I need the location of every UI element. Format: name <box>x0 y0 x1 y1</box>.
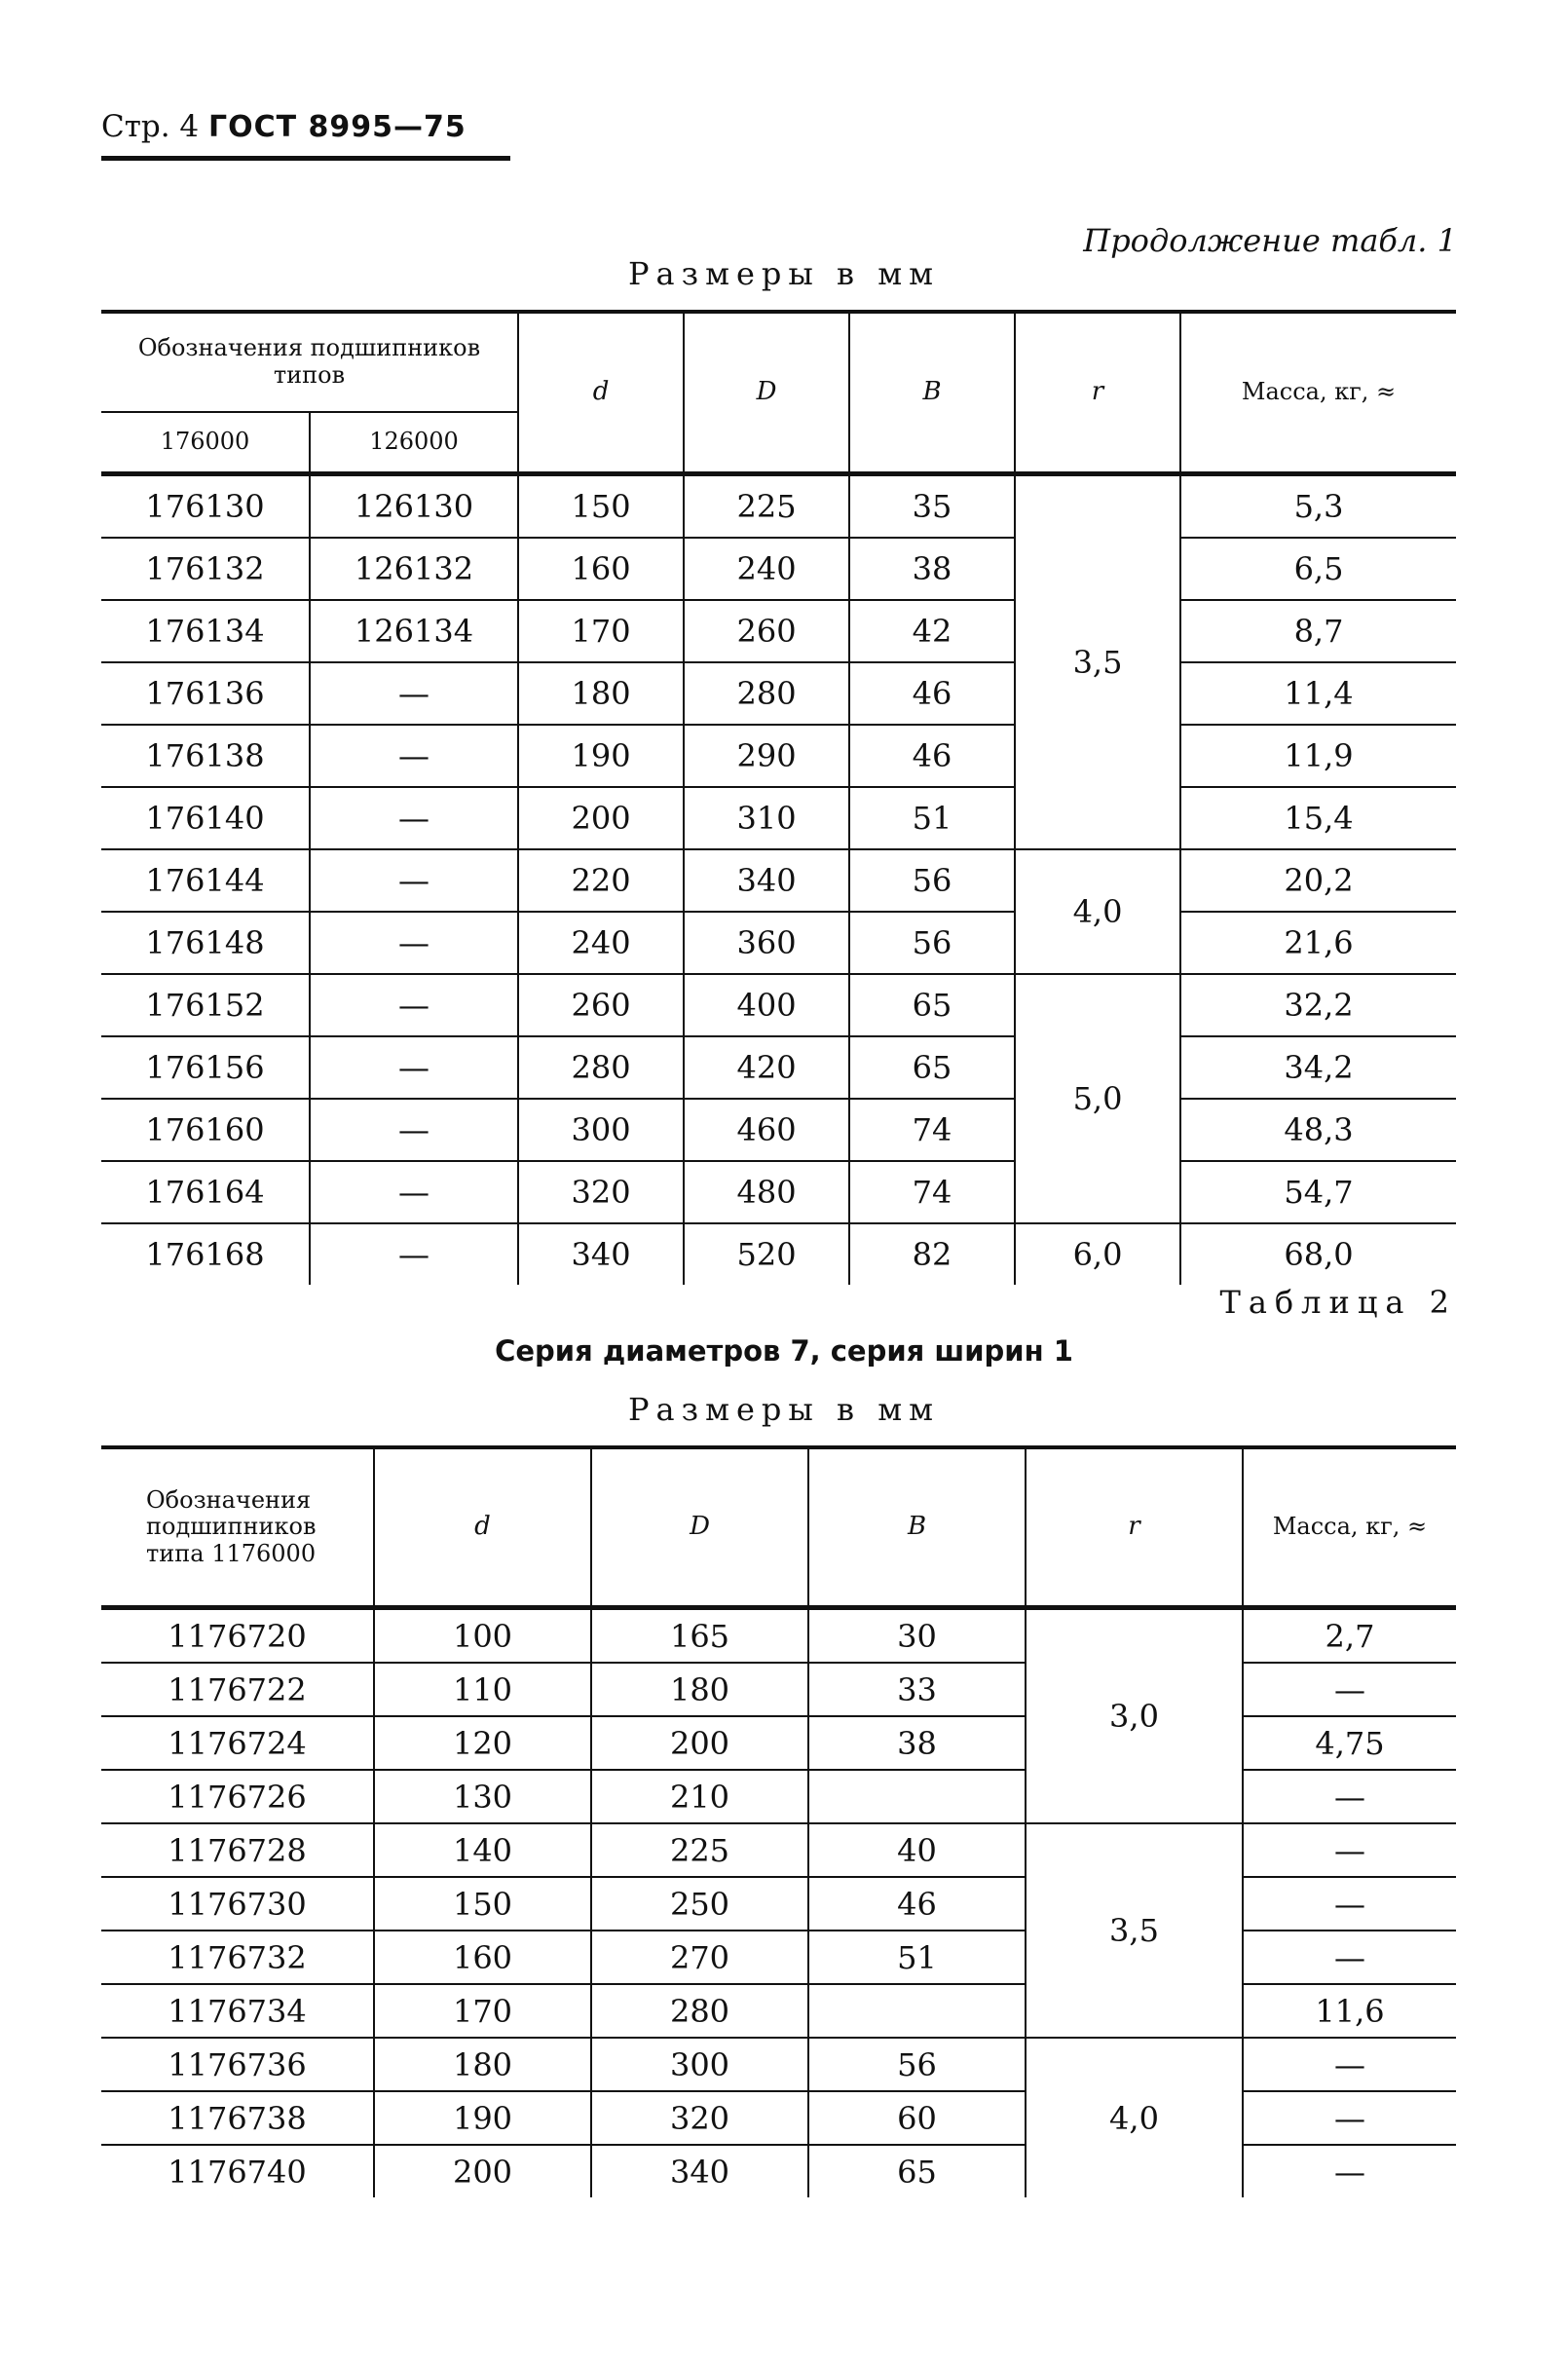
table2-dims-caption: Размеры в мм <box>628 1391 940 1428</box>
cell-B: 38 <box>849 538 1015 600</box>
cell-d: 160 <box>518 538 684 600</box>
cell-B: 65 <box>808 2145 1026 2197</box>
cell-d: 200 <box>374 2145 591 2197</box>
cell-D: 340 <box>684 849 849 912</box>
cell-d: 100 <box>374 1608 591 1664</box>
cell-D: 225 <box>684 474 849 539</box>
header-rule <box>101 156 510 161</box>
page-header <box>101 109 467 144</box>
cell-a: 1176720 <box>101 1608 374 1664</box>
cell-mass: 15,4 <box>1180 787 1456 849</box>
cell-d: 160 <box>374 1931 591 1984</box>
table1-dims-caption: Размеры в мм <box>628 255 940 292</box>
cell-d: 180 <box>518 662 684 725</box>
cell-mass: 6,5 <box>1180 538 1456 600</box>
table2-body <box>101 1608 1456 2198</box>
cell-mass: 48,3 <box>1180 1099 1456 1161</box>
cell-B: 74 <box>849 1161 1015 1223</box>
cell-b: — <box>310 1036 518 1099</box>
cell-B: 56 <box>808 2038 1026 2091</box>
cell-a: 176134 <box>101 600 310 662</box>
cell-mass: — <box>1243 1823 1456 1877</box>
cell-a: 1176740 <box>168 2153 307 2191</box>
table-row <box>101 474 1456 539</box>
cell-B: 60 <box>808 2091 1026 2145</box>
table-row <box>101 725 1456 787</box>
col-d-header: d <box>374 1447 591 1608</box>
cell-b: 126130 <box>310 474 518 539</box>
cell-d: 200 <box>518 787 684 849</box>
cell-a: 176140 <box>101 787 310 849</box>
cell-r: 4,0 <box>1015 849 1180 974</box>
cell-a: 1176728 <box>101 1823 374 1877</box>
cell-d: 130 <box>374 1770 591 1823</box>
cell-r: 6,0 <box>1015 1223 1180 1285</box>
cell-d: 190 <box>374 2091 591 2145</box>
cell-b: — <box>310 787 518 849</box>
page-label: Стр. 4 <box>101 109 200 144</box>
cell-B: 33 <box>808 1663 1026 1716</box>
cell-B <box>808 1984 1026 2038</box>
cell-a: 1176726 <box>101 1770 374 1823</box>
cell-b: — <box>310 974 518 1036</box>
designation-header: Обозначения подшипников типа 1176000 <box>146 1485 317 1567</box>
cell-d: 280 <box>518 1036 684 1099</box>
cell-mass: 4,75 <box>1243 1716 1456 1770</box>
cell-mass: 8,7 <box>1180 600 1456 662</box>
cell-D: 300 <box>591 2038 808 2091</box>
cell-B: 46 <box>808 1877 1026 1931</box>
cell-D: 280 <box>684 662 849 725</box>
col-r-header: r <box>1015 312 1180 474</box>
table-row <box>101 849 1456 912</box>
cell-B: 65 <box>849 1036 1015 1099</box>
cell-B: 82 <box>849 1223 1015 1285</box>
cell-d: 150 <box>374 1877 591 1931</box>
cell-D: 420 <box>684 1036 849 1099</box>
cell-B: 46 <box>849 662 1015 725</box>
cell-D: 180 <box>591 1663 808 1716</box>
continuation-note: Продолжение табл. 1 <box>1083 222 1457 259</box>
cell-a: 1176736 <box>101 2038 374 2091</box>
cell-a: 176144 <box>101 849 310 912</box>
table-row <box>101 1770 1456 1823</box>
cell-a: 176164 <box>101 1161 310 1223</box>
col-B-header: B <box>849 312 1015 474</box>
cell-mass: 21,6 <box>1180 912 1456 974</box>
cell-D: 165 <box>591 1608 808 1664</box>
cell-b: — <box>310 849 518 912</box>
cell-D: 360 <box>684 912 849 974</box>
table-row <box>101 1823 1456 1877</box>
cell-mass: 5,3 <box>1180 474 1456 539</box>
cell-r: 4,0 <box>1026 2038 1243 2197</box>
cell-d: 260 <box>518 974 684 1036</box>
cell-a: 1176732 <box>101 1931 374 1984</box>
cell-b: — <box>310 1099 518 1161</box>
cell-D: 200 <box>591 1716 808 1770</box>
cell-B: 51 <box>849 787 1015 849</box>
cell-D: 240 <box>684 538 849 600</box>
standard-number: ГОСТ 8995—75 <box>208 110 467 144</box>
cell-D: 400 <box>684 974 849 1036</box>
col-B-header: B <box>808 1447 1026 1608</box>
cell-r: 5,0 <box>1015 974 1180 1223</box>
table2-title: Серия диаметров 7, серия ширин 1 <box>495 1334 1073 1368</box>
table-row <box>101 1877 1456 1931</box>
cell-d: 170 <box>374 1984 591 2038</box>
table2-label: Таблица 2 <box>1219 1284 1457 1321</box>
cell-mass: 32,2 <box>1180 974 1456 1036</box>
cell-b: — <box>310 725 518 787</box>
cell-D: 250 <box>591 1877 808 1931</box>
table-row <box>101 600 1456 662</box>
cell-d: 150 <box>518 474 684 539</box>
cell-a: 176138 <box>101 725 310 787</box>
cell-d: 320 <box>518 1161 684 1223</box>
cell-B: 56 <box>849 912 1015 974</box>
cell-D: 270 <box>591 1931 808 1984</box>
cell-b: — <box>310 662 518 725</box>
cell-B: 35 <box>849 474 1015 539</box>
cell-a: 176136 <box>101 662 310 725</box>
table-row <box>101 974 1456 1036</box>
cell-B: 46 <box>849 725 1015 787</box>
cell-D: 520 <box>684 1223 849 1285</box>
table-row <box>101 1223 1456 1285</box>
cell-a: 176148 <box>101 912 310 974</box>
table-row <box>101 1931 1456 1984</box>
cell-a: 176132 <box>101 538 310 600</box>
cell-d: 110 <box>374 1663 591 1716</box>
table-row <box>101 1099 1456 1161</box>
table-row <box>101 1716 1456 1770</box>
cell-a: 176156 <box>101 1036 310 1099</box>
cell-D: 225 <box>591 1823 808 1877</box>
cell-B: 65 <box>849 974 1015 1036</box>
col-D-header: D <box>591 1447 808 1608</box>
cell-mass: 20,2 <box>1180 849 1456 912</box>
type-126000-header: 126000 <box>310 412 518 474</box>
cell-r: 3,0 <box>1026 1608 1243 1824</box>
cell-r: 3,5 <box>1026 1823 1243 2038</box>
cell-d: 120 <box>374 1716 591 1770</box>
cell-b: — <box>310 912 518 974</box>
cell-D: 310 <box>684 787 849 849</box>
cell-d: 170 <box>518 600 684 662</box>
cell-B: 51 <box>808 1931 1026 1984</box>
col-D-header: D <box>684 312 849 474</box>
table-row <box>101 1036 1456 1099</box>
cell-B: 56 <box>849 849 1015 912</box>
col-d-header: d <box>518 312 684 474</box>
designation-header: Обозначения подшипников типов <box>101 312 518 412</box>
cell-mass: — <box>1243 1770 1456 1823</box>
cell-d: 180 <box>374 2038 591 2091</box>
cell-D: 260 <box>684 600 849 662</box>
bearing-table-2 <box>101 1445 1456 2197</box>
cell-D: 320 <box>591 2091 808 2145</box>
table-row <box>101 538 1456 600</box>
cell-a: 1176730 <box>101 1877 374 1931</box>
cell-B: 30 <box>808 1608 1026 1664</box>
cell-mass: 11,6 <box>1243 1984 1456 2038</box>
cell-b: — <box>310 1161 518 1223</box>
table-row <box>101 1608 1456 1664</box>
cell-mass: — <box>1243 2145 1456 2197</box>
cell-mass: 11,4 <box>1180 662 1456 725</box>
type-176000-header: 176000 <box>160 428 250 456</box>
table1-body <box>101 474 1456 1286</box>
cell-B: 40 <box>808 1823 1026 1877</box>
cell-mass: 2,7 <box>1243 1608 1456 1664</box>
col-mass-header: Масса, кг, ≈ <box>1243 1447 1456 1608</box>
cell-B: 38 <box>808 1716 1026 1770</box>
cell-mass: — <box>1243 1877 1456 1931</box>
cell-b: 126134 <box>310 600 518 662</box>
table-row <box>101 1663 1456 1716</box>
table-row <box>101 2145 1456 2197</box>
cell-b: 126132 <box>310 538 518 600</box>
cell-a: 176160 <box>101 1099 310 1161</box>
cell-mass: 68,0 <box>1180 1223 1456 1285</box>
cell-B <box>808 1770 1026 1823</box>
cell-B: 42 <box>849 600 1015 662</box>
table-row <box>101 662 1456 725</box>
cell-mass: 54,7 <box>1180 1161 1456 1223</box>
cell-a: 176168 <box>145 1236 265 1273</box>
cell-mass: — <box>1243 2091 1456 2145</box>
cell-b: — <box>310 1223 518 1285</box>
cell-D: 280 <box>591 1984 808 2038</box>
cell-D: 480 <box>684 1161 849 1223</box>
cell-mass: — <box>1243 1931 1456 1984</box>
table-row <box>101 2091 1456 2145</box>
cell-D: 340 <box>591 2145 808 2197</box>
cell-d: 140 <box>374 1823 591 1877</box>
cell-mass: 34,2 <box>1180 1036 1456 1099</box>
table-row <box>101 787 1456 849</box>
cell-D: 210 <box>591 1770 808 1823</box>
cell-a: 1176722 <box>101 1663 374 1716</box>
col-mass-header: Масса, кг, ≈ <box>1180 312 1456 474</box>
cell-D: 290 <box>684 725 849 787</box>
table-row <box>101 912 1456 974</box>
cell-d: 300 <box>518 1099 684 1161</box>
cell-mass: 11,9 <box>1180 725 1456 787</box>
cell-mass: — <box>1243 1663 1456 1716</box>
cell-a: 1176734 <box>101 1984 374 2038</box>
bearing-table-1 <box>101 310 1456 1285</box>
cell-a: 176152 <box>101 974 310 1036</box>
table-row <box>101 1161 1456 1223</box>
cell-mass: — <box>1243 2038 1456 2091</box>
cell-D: 460 <box>684 1099 849 1161</box>
cell-a: 176130 <box>101 474 310 539</box>
col-r-header: r <box>1026 1447 1243 1608</box>
cell-a: 1176738 <box>101 2091 374 2145</box>
cell-d: 340 <box>518 1223 684 1285</box>
cell-B: 74 <box>849 1099 1015 1161</box>
cell-r: 3,5 <box>1015 474 1180 850</box>
cell-d: 240 <box>518 912 684 974</box>
cell-d: 220 <box>518 849 684 912</box>
table-row <box>101 1984 1456 2038</box>
cell-a: 1176724 <box>101 1716 374 1770</box>
table-row <box>101 2038 1456 2091</box>
cell-d: 190 <box>518 725 684 787</box>
